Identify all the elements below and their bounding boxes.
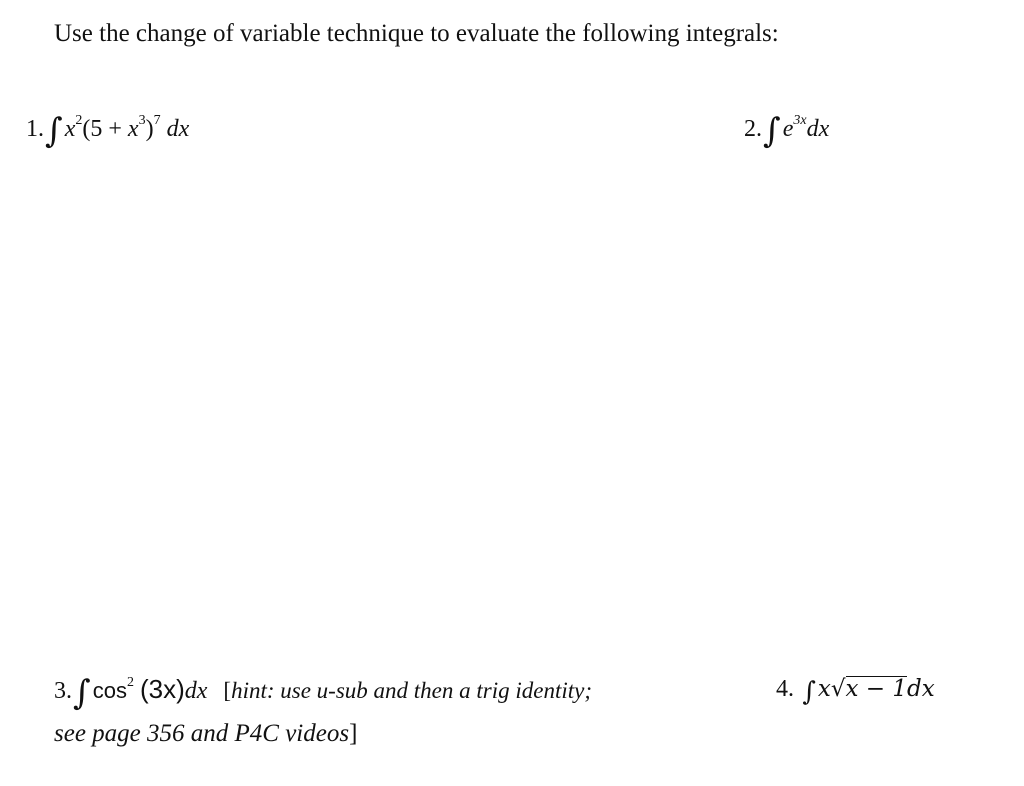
problem-4-differential: dx xyxy=(907,676,935,702)
problem-3-hint-continued xyxy=(54,720,357,748)
hint-line-2: see page 356 and P4C videos xyxy=(54,720,350,747)
problem-2 xyxy=(744,111,830,151)
integral-sign-icon: ∫ xyxy=(45,111,63,151)
problem-3 xyxy=(54,673,593,713)
problem-4 xyxy=(776,676,935,705)
problem-4-radicand: x − 1 xyxy=(845,676,907,702)
problem-1-paren-close: ) xyxy=(145,116,154,142)
problem-2-differential: dx xyxy=(806,116,830,142)
problem-2-number: 2. xyxy=(744,116,762,142)
problem-1-term-x: x xyxy=(64,116,76,142)
problem-1 xyxy=(26,111,190,151)
problem-2-base: e xyxy=(782,116,794,142)
instructions-text: Use the change of variable technique to evaluate the following integrals: xyxy=(54,20,779,47)
problem-3-differential: dx xyxy=(184,678,208,704)
problem-4-term-x: x xyxy=(817,676,831,702)
hint-open-bracket: [ xyxy=(223,678,232,703)
problem-3-hint xyxy=(223,678,592,703)
problem-3-argument: (3x) xyxy=(139,674,185,704)
problem-1-paren-open: (5 + xyxy=(82,116,128,142)
integral-sign-icon: ∫ xyxy=(802,677,816,707)
integral-sign-icon: ∫ xyxy=(763,111,781,151)
problem-1-outer-exponent: 7 xyxy=(153,113,161,128)
problem-1-inner-exponent: 3 xyxy=(138,113,146,128)
problem-1-number: 1. xyxy=(26,116,44,142)
problem-4-number: 4. xyxy=(776,676,794,702)
hint-line-1: hint: use u-sub and then a trig identity; xyxy=(231,678,593,703)
problem-1-exponent: 2 xyxy=(75,113,83,128)
square-root-icon xyxy=(831,676,907,701)
problem-3-function: cos xyxy=(92,678,127,703)
problem-2-exponent: 3x xyxy=(793,113,807,128)
problem-3-exponent: 2 xyxy=(126,675,134,690)
integral-sign-icon: ∫ xyxy=(73,673,91,713)
hint-close-bracket: ] xyxy=(349,720,358,747)
problem-1-term-x-inner: x xyxy=(127,116,139,142)
radical-sign: √ xyxy=(830,676,846,702)
problem-3-number: 3. xyxy=(54,678,72,704)
problem-1-differential: dx xyxy=(160,116,190,142)
